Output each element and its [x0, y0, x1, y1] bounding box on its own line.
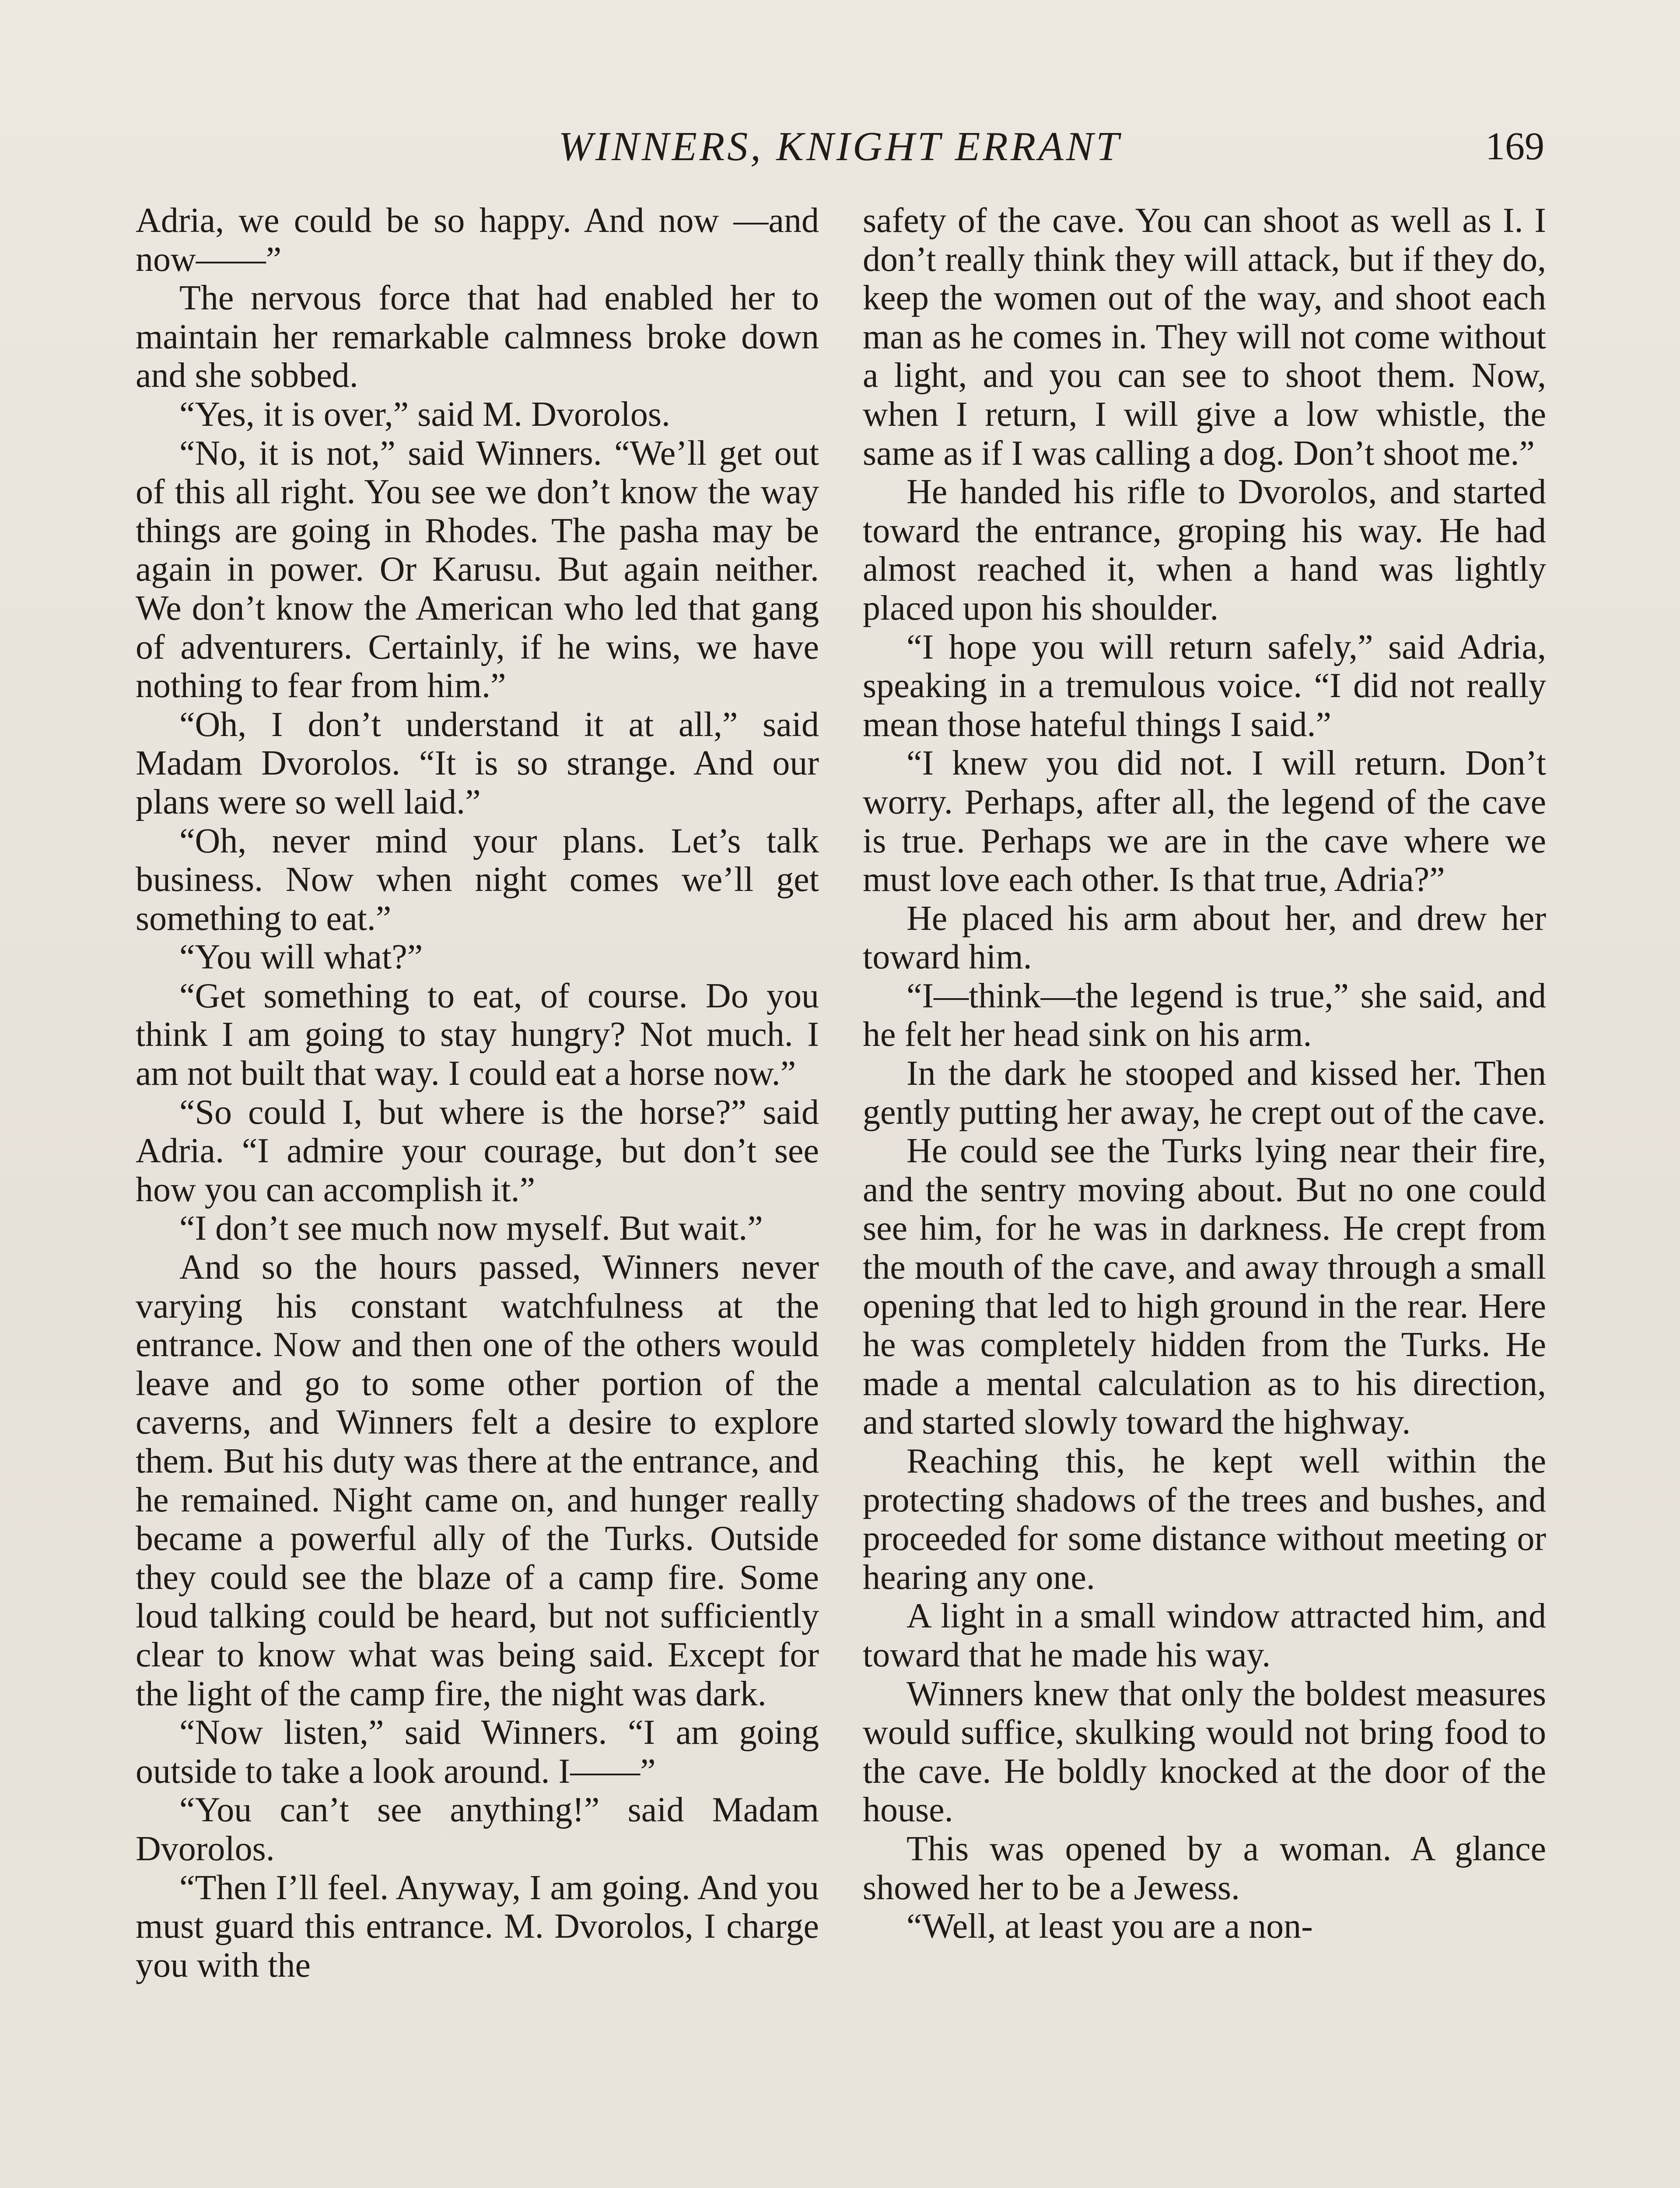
left-column — [136, 201, 819, 1985]
paragraph: “So could I, but where is the horse?” said Adria. “I admire your courage, but don’t see how you can accomplish it.” — [136, 1093, 819, 1209]
paragraph: “You can’t see anything!” said Madam Dvorolos. — [136, 1791, 819, 1868]
running-head — [136, 118, 1544, 175]
paragraph: “I hope you will return safely,” said Adria, speaking in a tremulous voice. “I did not really mean those hateful things I said.” — [863, 628, 1546, 744]
paragraph: A light in a small window attracted him, and toward that he made his way. — [863, 1597, 1546, 1674]
paragraph: “Get something to eat, of course. Do you think I am going to stay hungry? Not much. I am not built that way. I could eat a horse now.” — [136, 976, 819, 1093]
paragraph: He handed his rifle to Dvorolos, and started toward the entrance, groping his way. He had almost reached it, when a hand was lightly placed upon his shoulder. — [863, 473, 1546, 628]
paragraph: He placed his arm about her, and drew her toward him. — [863, 899, 1546, 977]
paragraph: “You will what?” — [179, 938, 423, 977]
running-title: WINNERS, KNIGHT ERRANT — [558, 124, 1122, 169]
paragraph: Reaching this, he kept well within the protecting shadows of the trees and bushes, and proceeded for some distance without meeting or hearing any one. — [863, 1442, 1546, 1597]
paragraph: “I—think—the legend is true,” she said, and he felt her head sink on his arm. — [863, 976, 1546, 1054]
paragraph: safety of the cave. You can shoot as well as I. I don’t really think they will attack, but if they do, keep the women out of the way, and shoot each man as he comes in. They will not come without a light, and you can see to shoot them. Now, when I return, I will give a low whistle, the same as if I was calling a dog. Don’t shoot me.” — [863, 201, 1546, 473]
paragraph: Winners knew that only the boldest measures would suffice, skulking would not bring food to the cave. He boldly knocked at the door of the house. — [863, 1674, 1546, 1830]
paragraph: And so the hours passed, Winners never varying his constant watchfulness at the entrance. Now and then one of the others would leave and go to some other portion of the caverns, and Winners felt a desire to explore them. But his duty was there at the entrance, and he remained. Night came on, and hunger really became a powerful ally of the Turks. Outside they could see the blaze of a camp fire. Some loud talking could be heard, but not sufficiently clear to know what was being said. Except for the light of the camp fire, the night was dark. — [136, 1248, 819, 1713]
paragraph: The nervous force that had enabled her to maintain her remarkable calmness broke down and she sobbed. — [136, 279, 819, 395]
paragraph: “No, it is not,” said Winners. “We’ll get out of this all right. You see we don’t know the way things are going in Rhodes. The pasha may be again in power. Or Karusu. But again neither. We don’t know the American who led that gang of adventurers. Certainly, if he wins, we have nothing to fear from him.” — [136, 434, 819, 705]
paragraph: This was opened by a woman. A glance showed her to be a Jewess. — [863, 1829, 1546, 1907]
paragraph: Adria, we could be so happy. And now —and now——” — [136, 201, 819, 279]
paragraph: “Then I’ll feel. Anyway, I am going. And you must guard this entrance. M. Dvorolos, I charge you with the — [136, 1868, 819, 1985]
paragraph: “Well, at least you are a non- — [906, 1907, 1313, 1946]
paragraph: “Oh, never mind your plans. Let’s talk business. Now when night comes we’ll get something to eat.” — [136, 821, 819, 938]
paragraph: “I knew you did not. I will return. Don’t worry. Perhaps, after all, the legend of the cave is true. Perhaps we are in the cave where we must love each other. Is that true, Adria?” — [863, 744, 1546, 899]
right-column — [863, 201, 1546, 1946]
paragraph: He could see the Turks lying near their fire, and the sentry moving about. But no one could see him, for he was in darkness. He crept from the mouth of the cave, and away through a small opening that led to high ground in the rear. Here he was completely hidden from the Turks. He made a mental calculation as to his direction, and started slowly toward the highway. — [863, 1132, 1546, 1442]
paragraph: “I don’t see much now myself. But wait.” — [179, 1209, 763, 1248]
paragraph: “Yes, it is over,” said M. Dvorolos. — [179, 395, 670, 434]
paragraph: “Oh, I don’t understand it at all,” said Madam Dvorolos. “It is so strange. And our plans were so well laid.” — [136, 705, 819, 821]
paragraph: “Now listen,” said Winners. “I am going outside to take a look around. I——” — [136, 1713, 819, 1791]
paragraph: In the dark he stooped and kissed her. Then gently putting her away, he crept out of the cave. — [863, 1054, 1546, 1132]
page-number: 169 — [1485, 125, 1544, 168]
